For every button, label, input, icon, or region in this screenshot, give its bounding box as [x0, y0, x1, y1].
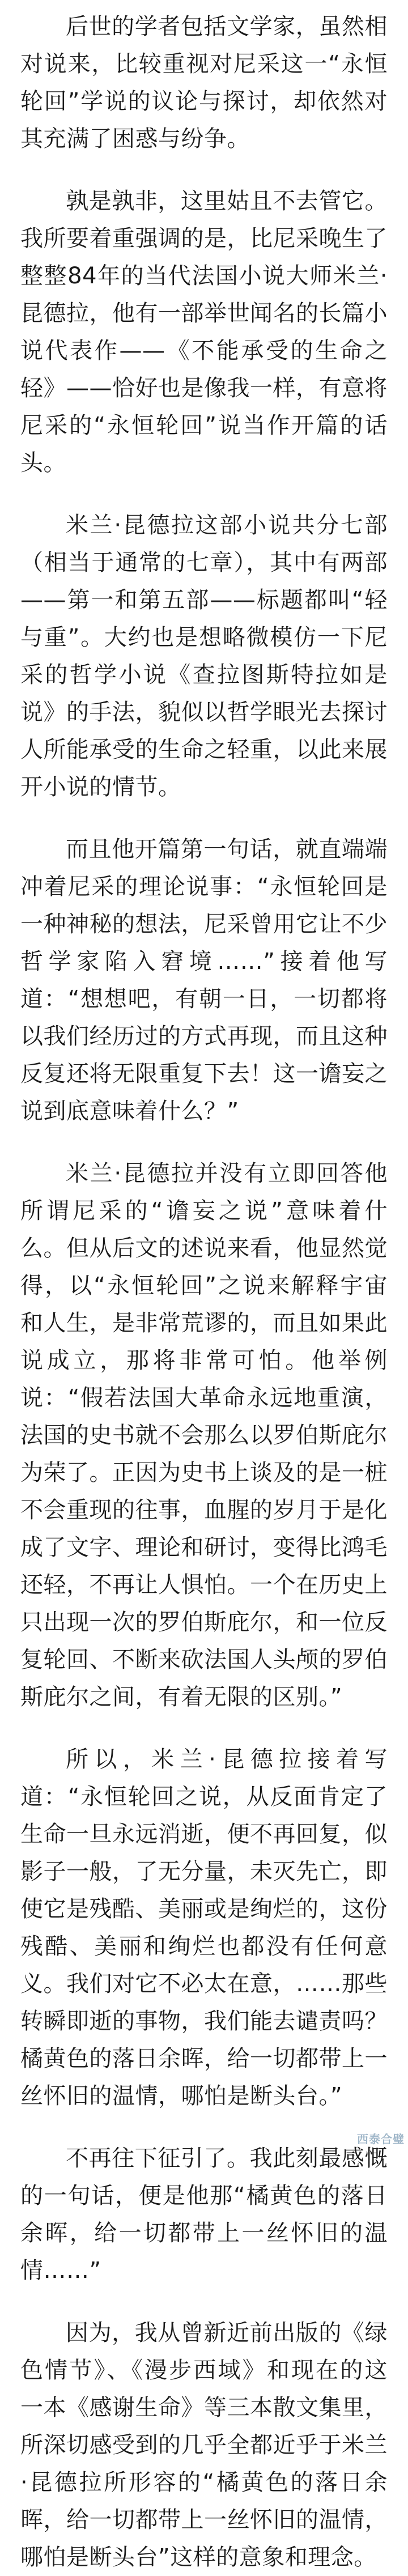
paragraph-7: 不再往下征引了。我此刻最感慨的一句话，便是他那“橘黄色的落日余晖，给一切都带上一丝怀旧的温情……” — [20, 2145, 388, 2284]
paragraph-4: 而且他开篇第一句话，就直端端冲着尼采的理论说事：“永恒轮回是一种神秘的想法，尼采曾用它让不少哲学家陷入窘境……”接着他写道：“想想吧，有朝一日，一切都将以我们经历过的方式再现，而且这种反复还将无限重复下去！这一谵妄之说到底意味着什么？” — [20, 836, 388, 1124]
paragraph-5: 米兰·昆德拉并没有立即回答他所谓尼采的“谵妄之说”意味着什么。但从后文的述说来看，他显然觉得，以“永恒轮回”之说来解释宇宙和人生，是非常荒谬的，而且如果此说成立，那将非常可怕。他举例说：“假若法国大革命永远地重演，法国的史书就不会那么以罗伯斯庇尔为荣了。正因为史书上谈及的是一桩不会重现的往事，血腥的岁月于是化成了文字、理论和研讨，变得比鸿毛还轻，不再让人惧怕。一个在历史上只出现一次的罗伯斯庇尔，和一位反复轮回、不断来砍法国人头颅的罗伯斯庇尔之间，有着无限的区别。” — [20, 1161, 388, 1710]
paragraph-8: 因为，我从曾新近前出版的《绿色情节》、《漫步西域》和现在的这一本《感谢生命》等三本散文集里，所深切感受到的几乎全都近乎于米兰·昆德拉所形容的“橘黄色的落日余晖，给一切都带上一丝怀旧的温情，哪怕是断头台”这样的意象和理念。 — [20, 2320, 388, 2570]
paragraph-3: 米兰·昆德拉这部小说共分七部（相当于通常的七章），其中有两部——第一和第五部——标题都叫“轻与重”。大约也是想略微模仿一下尼采的哲学小说《查拉图斯特拉如是说》的手法，貌似以哲学眼光去探讨人所能承受的生命之轻重，以此来展开小说的情节。 — [20, 512, 388, 800]
paragraph-2: 孰是孰非，这里姑且不去管它。我所要着重强调的是，比尼采晚生了整整84年的当代法国小说大师米兰·昆德拉，他有一部举世闻名的长篇小说代表作——《不能承受的生命之轻》——恰好也是像我一样，有意将尼采的“永恒轮回”说当作开篇的话头。 — [20, 188, 388, 476]
watermark-logo: 西泰合璧 — [357, 2132, 405, 2146]
paragraph-1: 后世的学者包括文学家，虽然相对说来，比较重视对尼采这一“永恒轮回”学说的议论与探讨，却依然对其充满了困惑与纷争。 — [20, 14, 388, 152]
paragraph-6: 所以，米兰·昆德拉接着写道：“永恒轮回之说，从反面肯定了生命一旦永远消逝，便不再回复，似影子一般，了无分量，未灭先亡，即使它是残酷、美丽或是绚烂的，这份残酷、美丽和绚烂也都没有任何意义。我们对它不必太在意，……那些转瞬即逝的事物，我们能去谴责吗？橘黄色的落日余晖，给一切都带上一丝怀旧的温情，哪怕是断头台。” — [20, 1746, 388, 2109]
